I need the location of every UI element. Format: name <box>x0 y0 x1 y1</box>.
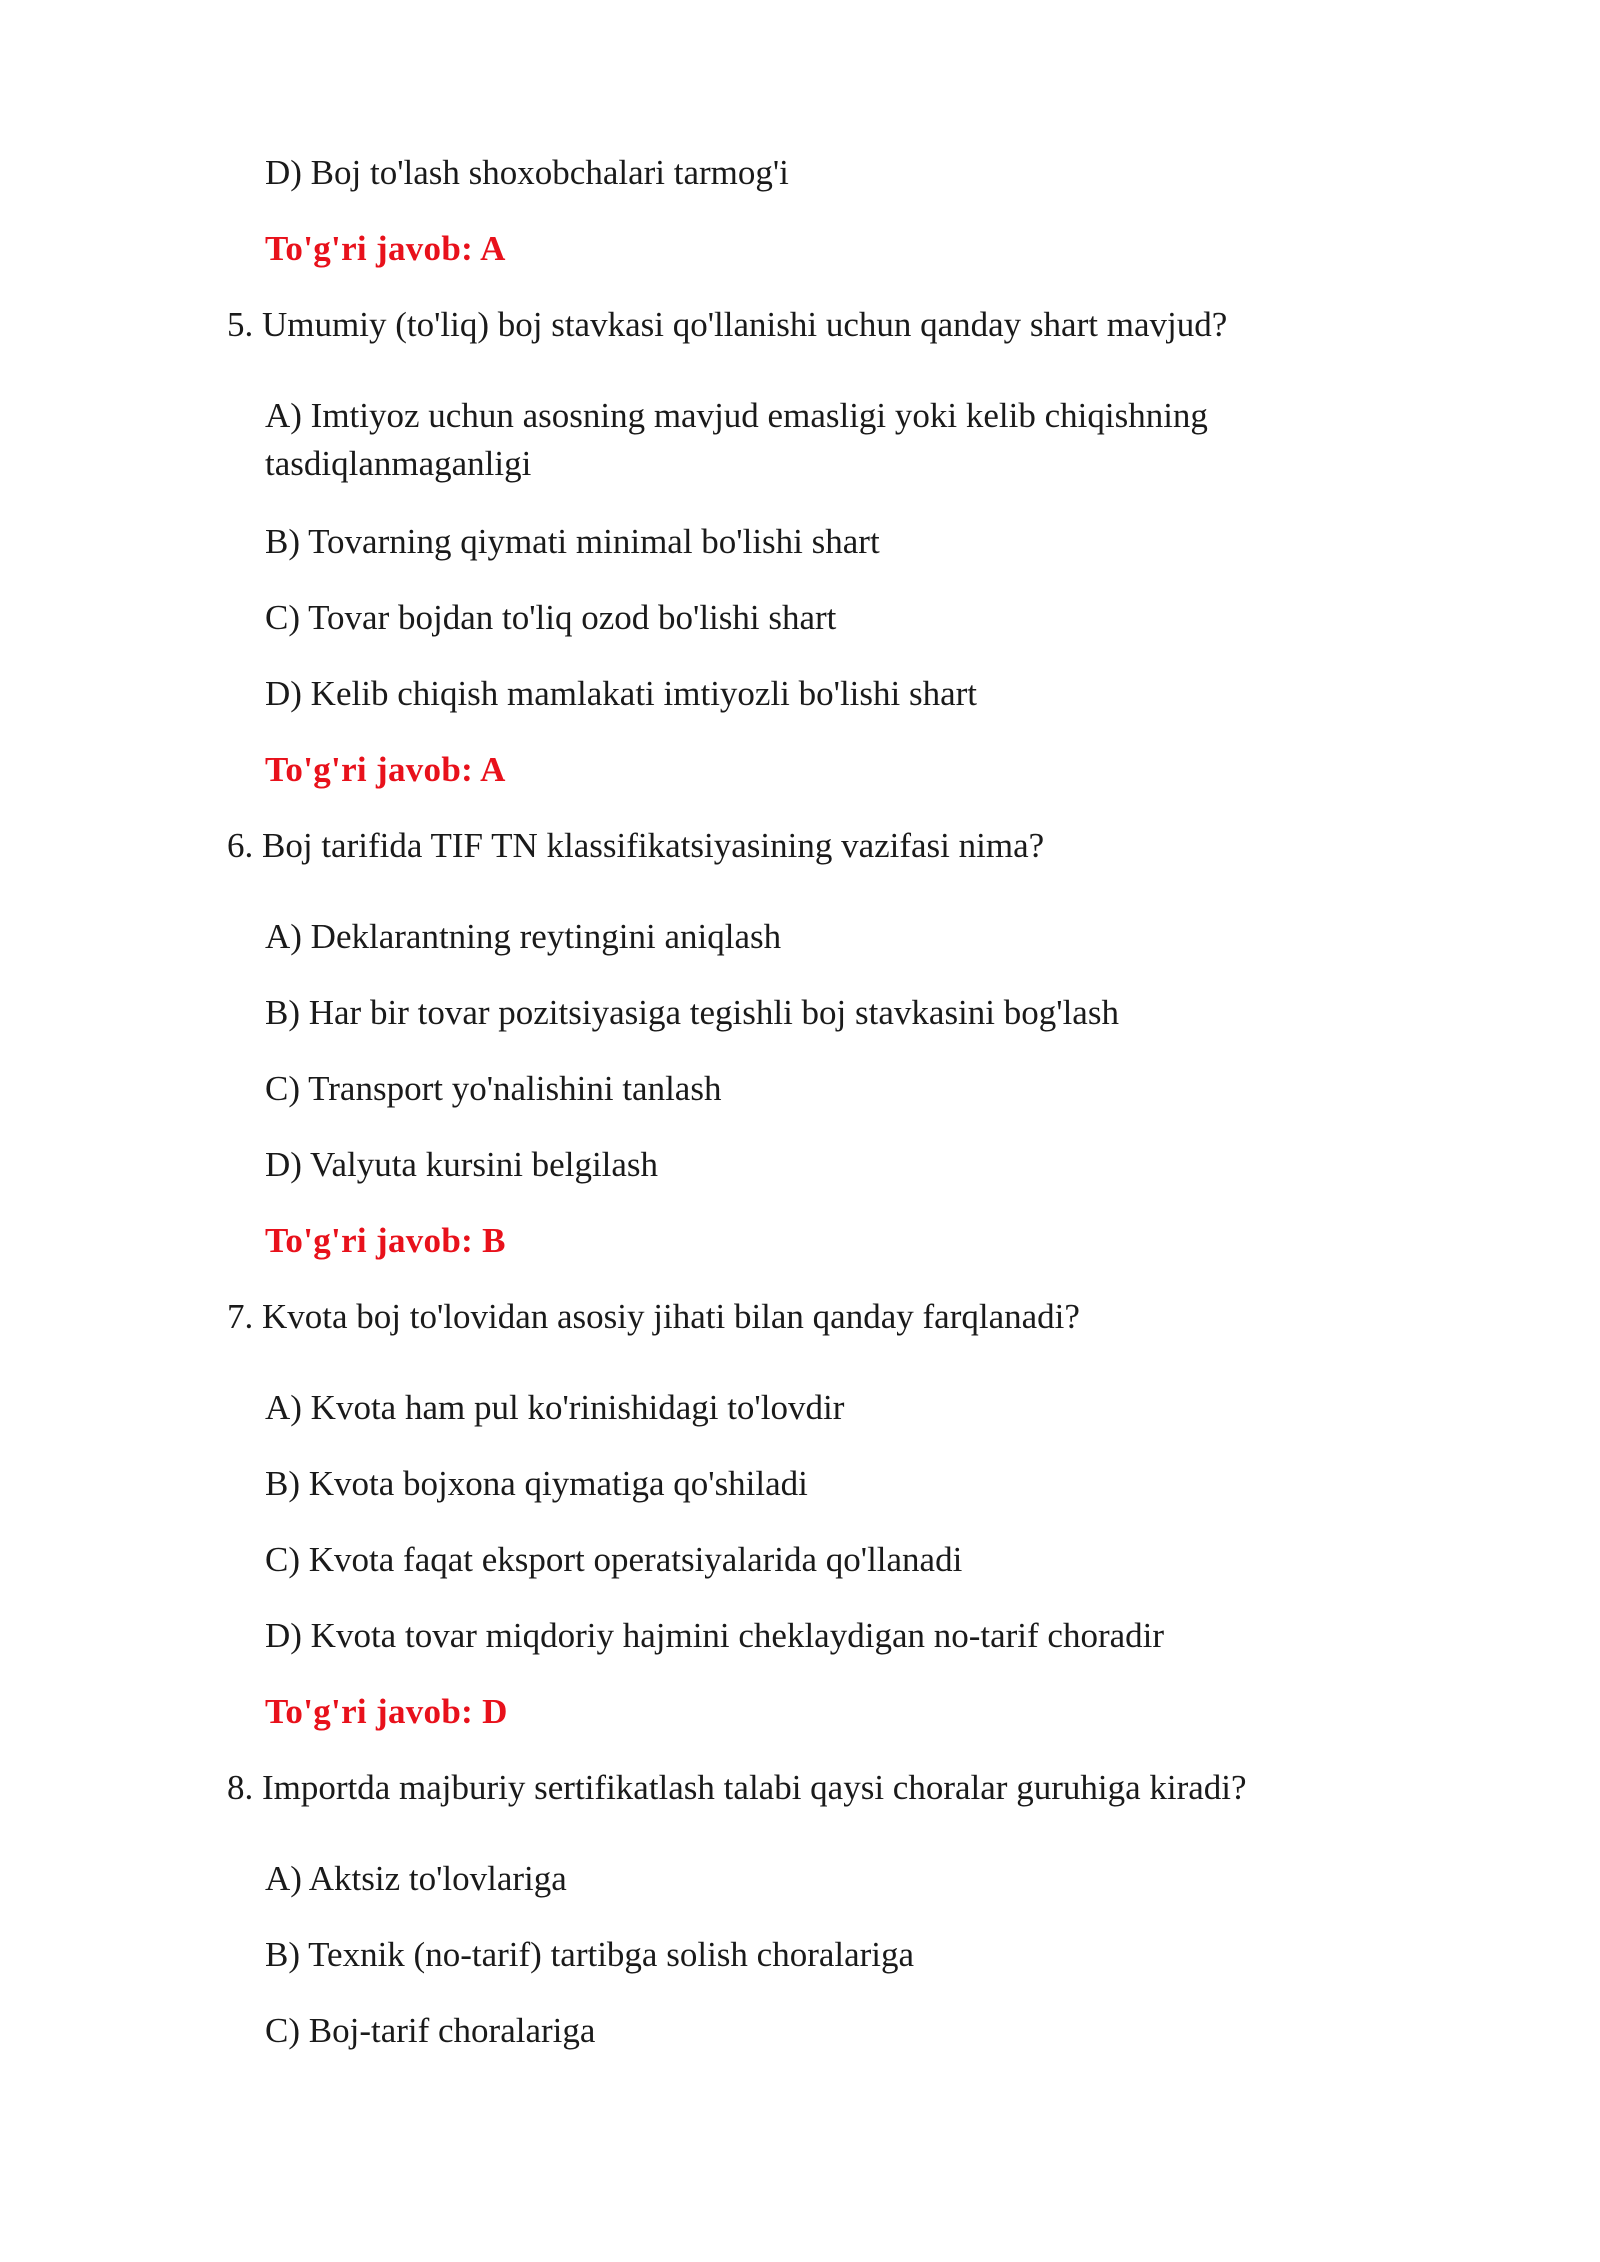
question-7-text: 7. Kvota boj to'lovidan asosiy jihati bilan qanday farqlanadi? <box>227 1297 1080 1336</box>
question-8-option-a: A) Aktsiz to'lovlariga <box>265 1859 567 1898</box>
question-6-correct-answer: To'g'ri javob: B <box>265 1221 506 1260</box>
question-8-option-c: C) Boj-tarif choralariga <box>265 2011 596 2050</box>
question-6-option-d: D) Valyuta kursini belgilash <box>265 1145 659 1184</box>
question-7-option-d: D) Kvota tovar miqdoriy hajmini cheklaydigan no-tarif choradir <box>265 1616 1165 1655</box>
question-5-option-b: B) Tovarning qiymati minimal bo'lishi shart <box>265 522 880 561</box>
question-5-option-d: D) Kelib chiqish mamlakati imtiyozli bo'lishi shart <box>265 674 978 713</box>
question-5-text: 5. Umumiy (to'liq) boj stavkasi qo'llanishi uchun qanday shart mavjud? <box>227 305 1228 344</box>
question-5-option-a: A) Imtiyoz uchun asosning mavjud emasligi yoki kelib chiqishning tasdiqlanmaganligi <box>265 396 1208 483</box>
question-7-option-c: C) Kvota faqat eksport operatsiyalarida qo'llanadi <box>265 1540 963 1579</box>
question-6-option-c: C) Transport yo'nalishini tanlash <box>265 1069 722 1108</box>
question-6-option-b: B) Har bir tovar pozitsiyasiga tegishli boj stavkasini bog'lash <box>265 993 1119 1032</box>
question-7-correct-answer: To'g'ri javob: D <box>265 1692 508 1731</box>
question-6-text: 6. Boj tarifida TIF TN klassifikatsiyasining vazifasi nima? <box>227 826 1045 865</box>
question-5-correct-answer: To'g'ri javob: A <box>265 750 506 789</box>
question-7-option-b: B) Kvota bojxona qiymatiga qo'shiladi <box>265 1464 808 1503</box>
question-6-option-a: A) Deklarantning reytingini aniqlash <box>265 917 782 956</box>
question-8-option-b: B) Texnik (no-tarif) tartibga solish choralariga <box>265 1935 915 1974</box>
question-5-option-c: C) Tovar bojdan to'liq ozod bo'lishi shart <box>265 598 837 637</box>
question-7-option-a: A) Kvota ham pul ko'rinishidagi to'lovdir <box>265 1388 845 1427</box>
prev-question-correct-answer: To'g'ri javob: A <box>265 229 506 268</box>
prev-question-option-d: D) Boj to'lash shoxobchalari tarmog'i <box>265 153 789 192</box>
question-8-text: 8. Importda majburiy sertifikatlash talabi qaysi choralar guruhiga kiradi? <box>227 1768 1247 1807</box>
